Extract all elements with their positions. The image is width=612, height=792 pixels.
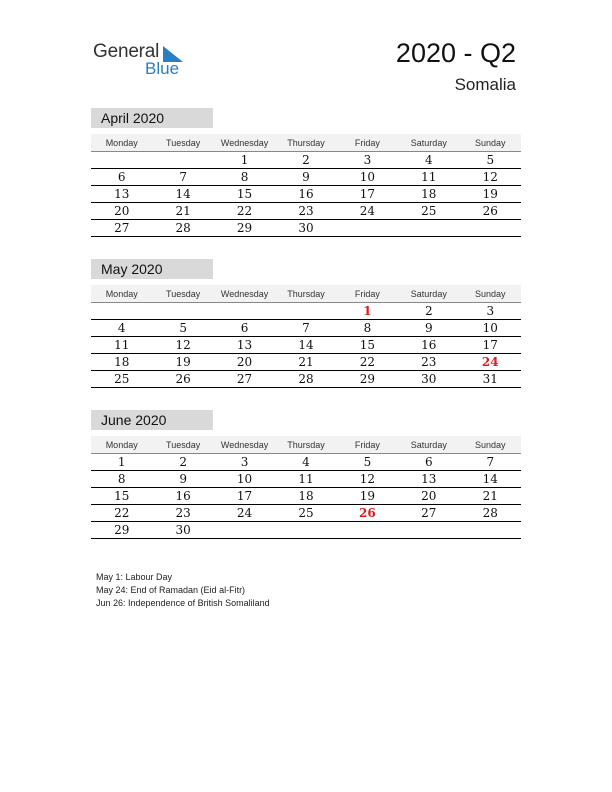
week-row [91,454,521,471]
empty-day-cell [460,522,521,539]
day-cell: 28 [152,220,213,237]
day-cell: 20 [214,354,275,371]
weekday-header: Saturday [398,134,459,152]
day-cell: 22 [337,354,398,371]
weekday-header: Tuesday [152,285,213,303]
day-cell: 17 [460,337,521,354]
day-cell: 19 [337,488,398,505]
empty-day-cell [91,303,152,320]
calendar-grid [91,285,521,388]
week-row [91,169,521,186]
day-cell: 12 [152,337,213,354]
weekday-header: Thursday [275,436,336,454]
empty-day-cell [337,220,398,237]
day-cell: 26 [152,371,213,388]
week-row [91,152,521,169]
day-cell: 8 [337,320,398,337]
weekday-header: Monday [91,436,152,454]
day-cell: 11 [275,471,336,488]
weekday-header: Saturday [398,285,459,303]
empty-day-cell [275,303,336,320]
calendar-grid [91,134,521,237]
day-cell: 4 [275,454,336,471]
weekday-header: Tuesday [152,436,213,454]
day-cell: 31 [460,371,521,388]
day-cell: 5 [152,320,213,337]
day-cell: 23 [275,203,336,220]
week-row [91,186,521,203]
day-cell: 10 [460,320,521,337]
day-cell: 15 [337,337,398,354]
week-row [91,337,521,354]
day-cell: 23 [398,354,459,371]
day-cell: 30 [275,220,336,237]
day-cell: 9 [152,471,213,488]
day-cell: 7 [460,454,521,471]
day-cell: 21 [152,203,213,220]
day-cell: 3 [337,152,398,169]
day-cell: 22 [91,505,152,522]
week-row [91,371,521,388]
weekday-header: Sunday [460,436,521,454]
month-april [91,108,521,237]
day-cell: 14 [460,471,521,488]
page-title: 2020 - Q2 [395,38,516,68]
day-cell: 8 [214,169,275,186]
empty-day-cell [398,220,459,237]
empty-day-cell [91,152,152,169]
weekday-header: Monday [91,134,152,152]
country-name: Somalia [454,75,516,94]
day-cell: 29 [214,220,275,237]
logo-text-blue: Blue [145,59,180,78]
day-cell: 4 [398,152,459,169]
day-cell: 24 [214,505,275,522]
day-cell: 22 [214,203,275,220]
month-label: April 2020 [91,108,213,128]
day-cell: 5 [337,454,398,471]
weekday-header: Thursday [275,285,336,303]
empty-day-cell [398,522,459,539]
day-cell: 16 [275,186,336,203]
week-row [91,522,521,539]
day-cell: 7 [152,169,213,186]
day-cell: 18 [91,354,152,371]
holiday-note: May 1: Labour Day [96,572,173,582]
week-row [91,303,521,320]
day-cell: 15 [214,186,275,203]
day-cell: 29 [91,522,152,539]
day-cell: 6 [214,320,275,337]
day-cell: 19 [152,354,213,371]
day-cell: 1 [214,152,275,169]
weekday-header: Wednesday [214,436,275,454]
day-cell: 2 [152,454,213,471]
day-cell: 20 [91,203,152,220]
day-cell: 14 [275,337,336,354]
day-cell: 13 [398,471,459,488]
calendar-grid [91,436,521,539]
week-row [91,505,521,522]
holiday-note: May 24: End of Ramadan (Eid al-Fitr) [96,585,246,595]
holiday-note: Jun 26: Independence of British Somaliland [96,598,270,608]
day-cell: 26 [460,203,521,220]
day-cell: 1 [91,454,152,471]
general-blue-logo [93,40,203,80]
day-cell: 27 [398,505,459,522]
day-cell: 30 [398,371,459,388]
empty-day-cell [460,220,521,237]
day-cell: 24 [460,354,521,371]
day-cell: 10 [337,169,398,186]
day-cell: 29 [337,371,398,388]
holiday-notes [96,571,270,610]
day-cell: 23 [152,505,213,522]
empty-day-cell [214,303,275,320]
empty-day-cell [152,303,213,320]
weekday-header: Friday [337,285,398,303]
month-may [91,259,521,388]
day-cell: 2 [398,303,459,320]
day-cell: 27 [91,220,152,237]
day-cell: 17 [214,488,275,505]
day-cell: 12 [337,471,398,488]
week-row [91,320,521,337]
day-cell: 18 [275,488,336,505]
day-cell: 3 [214,454,275,471]
day-cell: 4 [91,320,152,337]
day-cell: 27 [214,371,275,388]
day-cell: 18 [398,186,459,203]
weekday-header: Monday [91,285,152,303]
day-cell: 14 [152,186,213,203]
day-cell: 10 [214,471,275,488]
empty-day-cell [214,522,275,539]
day-cell: 16 [398,337,459,354]
empty-day-cell [275,522,336,539]
weekday-header: Sunday [460,285,521,303]
day-cell: 9 [398,320,459,337]
week-row [91,354,521,371]
day-cell: 17 [337,186,398,203]
week-row [91,203,521,220]
empty-day-cell [337,522,398,539]
month-label: May 2020 [91,259,213,279]
day-cell: 1 [337,303,398,320]
day-cell: 13 [91,186,152,203]
day-cell: 6 [91,169,152,186]
weekday-header: Friday [337,134,398,152]
day-cell: 6 [398,454,459,471]
day-cell: 13 [214,337,275,354]
day-cell: 15 [91,488,152,505]
logo-text-general: General [93,41,160,62]
weekday-header: Wednesday [214,285,275,303]
day-cell: 21 [275,354,336,371]
day-cell: 7 [275,320,336,337]
month-label: June 2020 [91,410,213,430]
week-row [91,220,521,237]
day-cell: 28 [460,505,521,522]
weekday-header: Wednesday [214,134,275,152]
weekday-header: Tuesday [152,134,213,152]
day-cell: 8 [91,471,152,488]
day-cell: 16 [152,488,213,505]
day-cell: 28 [275,371,336,388]
day-cell: 11 [91,337,152,354]
month-june [91,410,521,539]
day-cell: 19 [460,186,521,203]
day-cell: 9 [275,169,336,186]
weekday-header: Saturday [398,436,459,454]
day-cell: 20 [398,488,459,505]
day-cell: 21 [460,488,521,505]
day-cell: 24 [337,203,398,220]
day-cell: 11 [398,169,459,186]
empty-day-cell [152,152,213,169]
weekday-header: Thursday [275,134,336,152]
day-cell: 25 [398,203,459,220]
day-cell: 3 [460,303,521,320]
week-row [91,488,521,505]
weekday-header: Friday [337,436,398,454]
day-cell: 12 [460,169,521,186]
weekday-header: Sunday [460,134,521,152]
day-cell: 30 [152,522,213,539]
day-cell: 25 [91,371,152,388]
week-row [91,471,521,488]
day-cell: 5 [460,152,521,169]
day-cell: 25 [275,505,336,522]
day-cell: 2 [275,152,336,169]
day-cell: 26 [337,505,398,522]
